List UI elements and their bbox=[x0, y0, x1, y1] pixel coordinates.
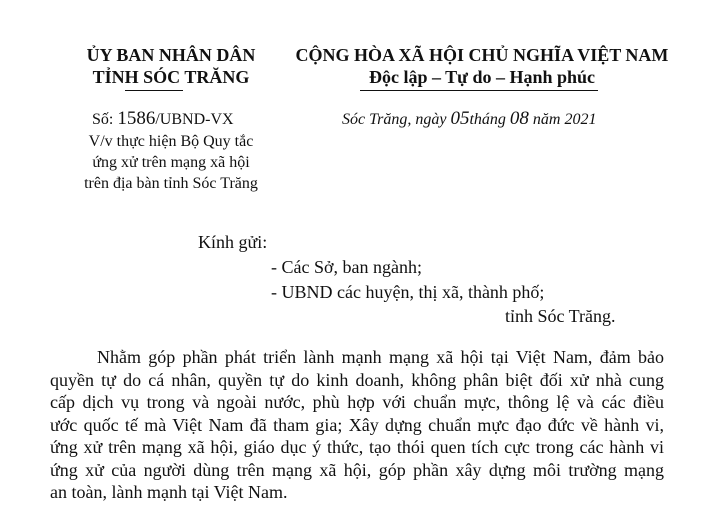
doc-number-suffix: /UBND-VX bbox=[155, 111, 234, 128]
body-line: ứng xử của người dùng trên mạng xã hội, góp phần xây dựng môi trường mạng bbox=[50, 459, 664, 480]
subject-line-2: ứng xử trên mạng xã hội bbox=[92, 154, 250, 171]
doc-number-value: 1586 bbox=[117, 108, 156, 129]
national-title bbox=[292, 44, 672, 88]
subject-line-1: V/v thực hiện Bộ Quy tắc bbox=[88, 133, 254, 150]
recipient-item: - UBND các huyện, thị xã, thành phố; bbox=[271, 282, 545, 302]
body-line: Nhằm góp phần phát triển lành mạnh mạng xã hội tại Việt Nam, đảm bảo bbox=[97, 347, 664, 367]
national-motto: Độc lập – Tự do – Hạnh phúc bbox=[368, 67, 596, 87]
doc-number-prefix: Số: bbox=[92, 111, 118, 128]
issuing-organization bbox=[40, 44, 302, 88]
recipient-item: tỉnh Sóc Trăng. bbox=[505, 306, 616, 326]
body-line: ước quốc tế mà Việt Nam đã tham gia; Xây dựng chuẩn mực đạo đức về hành vi, bbox=[50, 414, 664, 435]
subject-line-3: trên địa bàn tỉnh Sóc Trăng bbox=[84, 175, 258, 192]
date-year: năm 2021 bbox=[528, 111, 597, 128]
date-month-label: tháng bbox=[469, 111, 510, 128]
body-line: cấp dịch vụ trong và ngoài nước, phù hợp với chuẩn mực, thông lệ và các điều bbox=[50, 392, 664, 412]
body-line: quyền tự do cá nhân, quyền tự do kinh doanh, không phân biệt đối xử nhà cung bbox=[50, 369, 664, 390]
recipients-greeting: Kính gửi: bbox=[198, 232, 268, 252]
date-prefix: Sóc Trăng, ngày bbox=[342, 111, 451, 128]
org-underline bbox=[125, 90, 183, 91]
date-month: 08 bbox=[509, 108, 529, 129]
org-name-line1: ỦY BAN NHÂN DÂN bbox=[86, 45, 256, 65]
org-name-line2: TỈNH SÓC TRĂNG bbox=[92, 67, 250, 87]
body-line: ứng xử trên mạng xã hội, giáo dục ý thức, tạo thói quen tích cực trong các hành vi bbox=[50, 437, 664, 457]
document-date bbox=[342, 108, 596, 130]
body-paragraph bbox=[50, 346, 664, 504]
motto-underline bbox=[360, 90, 598, 91]
body-line: an toàn, lành mạnh tại Việt Nam. bbox=[50, 482, 288, 502]
document-subject bbox=[40, 131, 302, 194]
country-name: CỘNG HÒA XÃ HỘI CHỦ NGHĨA VIỆT NAM bbox=[295, 45, 669, 65]
date-day: 05 bbox=[450, 108, 470, 129]
recipient-item: - Các Sở, ban ngành; bbox=[271, 257, 422, 277]
document-number bbox=[92, 108, 234, 130]
